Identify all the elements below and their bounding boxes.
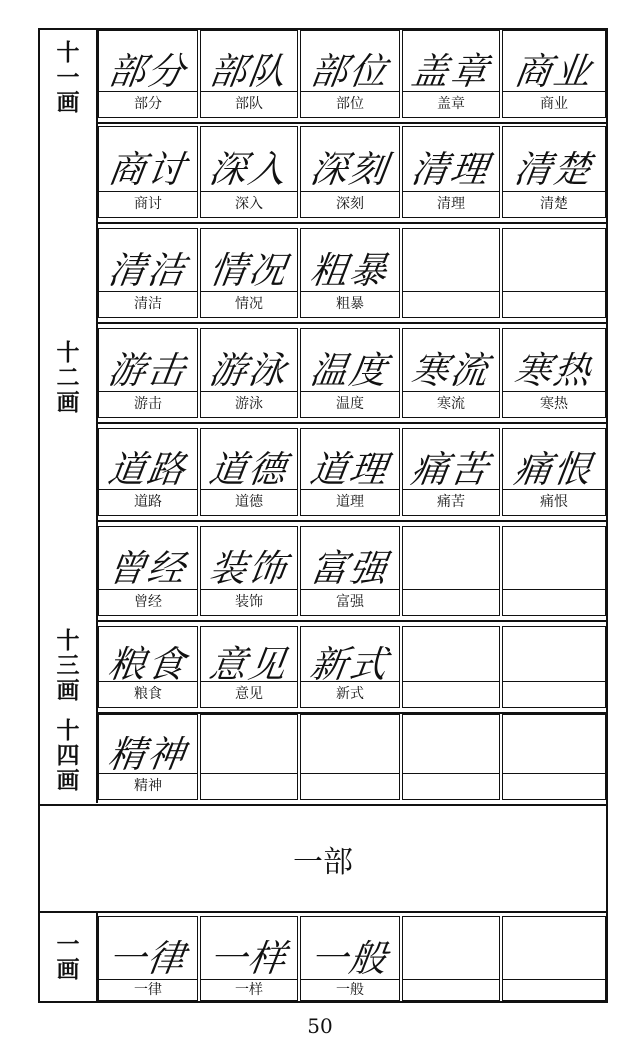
word-cell xyxy=(402,30,500,118)
printed-word: 道德 xyxy=(235,494,263,510)
word-cell xyxy=(200,626,298,708)
printed-word: 盖章 xyxy=(437,96,465,112)
word-cell xyxy=(502,714,606,800)
printed-word: 情况 xyxy=(235,296,263,312)
row-separator xyxy=(98,222,606,224)
handwritten-word: 深入 xyxy=(206,147,291,191)
printed-word: 意见 xyxy=(235,686,263,702)
word-cell xyxy=(300,228,400,318)
printed-word: 曾经 xyxy=(134,594,162,610)
printed-word: 新式 xyxy=(336,686,364,702)
word-cell xyxy=(300,30,400,118)
handwritten-word: 部分 xyxy=(105,49,190,93)
printed-word: 粗暴 xyxy=(336,296,364,312)
word-cell xyxy=(502,916,606,1001)
printed-word: 清理 xyxy=(437,196,465,212)
handwritten-word: 新式 xyxy=(307,642,392,686)
stroke-label-14: 十 四 画 xyxy=(56,717,80,794)
printed-word xyxy=(201,774,297,799)
handwritten-word: 道理 xyxy=(307,447,392,491)
printed-word: 清楚 xyxy=(540,196,568,212)
word-cell xyxy=(402,428,500,516)
printed-word: 富强 xyxy=(336,594,364,610)
printed-word: 商讨 xyxy=(134,196,162,212)
printed-word: 寒流 xyxy=(437,396,465,412)
handwritten-word: 清楚 xyxy=(511,147,596,191)
stroke-label-13: 十 三 画 xyxy=(56,627,80,704)
printed-word: 游击 xyxy=(134,396,162,412)
row-separator xyxy=(98,122,606,124)
word-cell xyxy=(200,328,298,418)
handwritten-word: 一律 xyxy=(105,936,190,980)
row-separator xyxy=(98,322,606,324)
handwritten-word: 部位 xyxy=(307,49,392,93)
printed-word: 精神 xyxy=(134,778,162,794)
printed-word xyxy=(403,590,499,615)
word-cell xyxy=(200,30,298,118)
word-cell xyxy=(402,328,500,418)
word-cell xyxy=(98,714,198,800)
printed-word: 痛恨 xyxy=(540,494,568,510)
word-cell xyxy=(98,328,198,418)
handwritten-word: 清理 xyxy=(408,147,493,191)
printed-word xyxy=(503,590,605,615)
handwritten-word: 装饰 xyxy=(206,546,291,590)
handwritten-word: 情况 xyxy=(206,248,291,292)
stroke-label-11: 十 一 画 xyxy=(56,39,80,116)
handwritten-word: 精神 xyxy=(105,732,190,776)
word-cell xyxy=(98,30,198,118)
word-cell xyxy=(402,714,500,800)
handwritten-word: 痛苦 xyxy=(408,447,493,491)
printed-word: 温度 xyxy=(336,396,364,412)
printed-word xyxy=(403,292,499,317)
printed-word: 寒热 xyxy=(540,396,568,412)
word-cell xyxy=(502,328,606,418)
word-cell xyxy=(200,428,298,516)
handwritten-word: 一样 xyxy=(206,936,291,980)
word-cell xyxy=(402,526,500,616)
printed-word: 装饰 xyxy=(235,594,263,610)
printed-word: 道理 xyxy=(336,494,364,510)
word-cell xyxy=(300,916,400,1001)
handwritten-word: 温度 xyxy=(307,348,392,392)
handwritten-word: 清洁 xyxy=(105,248,190,292)
word-cell xyxy=(200,916,298,1001)
printed-word: 游泳 xyxy=(235,396,263,412)
handwritten-word: 曾经 xyxy=(105,546,190,590)
handwritten-word: 商业 xyxy=(511,49,596,93)
printed-word: 清洁 xyxy=(134,296,162,312)
handwritten-word: 部队 xyxy=(206,49,291,93)
word-cell xyxy=(300,526,400,616)
handwritten-word: 意见 xyxy=(206,642,291,686)
word-cell xyxy=(300,328,400,418)
handwritten-word: 游击 xyxy=(105,348,190,392)
stroke-label-1: 一 画 xyxy=(56,931,80,983)
printed-word xyxy=(403,774,499,799)
handwritten-word: 痛恨 xyxy=(511,447,596,491)
page-number: 50 xyxy=(307,1014,333,1038)
word-cell xyxy=(200,126,298,218)
word-cell xyxy=(502,526,606,616)
word-cell xyxy=(200,714,298,800)
printed-word xyxy=(403,682,499,707)
printed-word: 一律 xyxy=(134,982,162,998)
printed-word xyxy=(503,292,605,317)
printed-word: 深刻 xyxy=(336,196,364,212)
section-title: 一部 xyxy=(293,844,353,880)
word-cell xyxy=(402,916,500,1001)
handwritten-word: 商讨 xyxy=(105,147,190,191)
word-cell xyxy=(502,626,606,708)
handwritten-word: 寒流 xyxy=(408,348,493,392)
row-separator xyxy=(98,620,606,622)
printed-word: 部队 xyxy=(235,96,263,112)
word-cell xyxy=(98,126,198,218)
printed-word: 商业 xyxy=(540,96,568,112)
word-cell xyxy=(300,714,400,800)
word-cell xyxy=(502,126,606,218)
printed-word: 痛苦 xyxy=(437,494,465,510)
printed-word xyxy=(503,774,605,799)
word-cell xyxy=(402,228,500,318)
word-cell xyxy=(502,228,606,318)
handwritten-word: 深刻 xyxy=(307,147,392,191)
printed-word: 部位 xyxy=(336,96,364,112)
handwritten-word: 粗暴 xyxy=(307,248,392,292)
printed-word: 部分 xyxy=(134,96,162,112)
section-divider-bottom xyxy=(38,911,608,913)
printed-word: 一般 xyxy=(336,982,364,998)
word-cell xyxy=(300,428,400,516)
row-separator xyxy=(98,422,606,424)
handwritten-word: 寒热 xyxy=(511,348,596,392)
word-cell xyxy=(98,526,198,616)
word-cell xyxy=(98,228,198,318)
stroke-label-12: 十 二 画 xyxy=(56,339,80,416)
handwritten-word: 道德 xyxy=(206,447,291,491)
word-cell xyxy=(502,30,606,118)
printed-word: 深入 xyxy=(235,196,263,212)
printed-word xyxy=(503,980,605,1000)
printed-word xyxy=(503,682,605,707)
word-cell xyxy=(402,126,500,218)
word-cell xyxy=(502,428,606,516)
handwritten-word: 盖章 xyxy=(408,49,493,93)
word-cell xyxy=(200,526,298,616)
printed-word: 一样 xyxy=(235,982,263,998)
word-cell xyxy=(200,228,298,318)
handwritten-word: 一般 xyxy=(307,936,392,980)
handwritten-word: 游泳 xyxy=(206,348,291,392)
row-separator xyxy=(98,520,606,522)
word-cell xyxy=(98,428,198,516)
printed-word xyxy=(301,774,399,799)
handwritten-word: 富强 xyxy=(307,546,392,590)
printed-word: 粮食 xyxy=(134,686,162,702)
word-cell xyxy=(98,626,198,708)
handwritten-word: 粮食 xyxy=(105,642,190,686)
printed-word xyxy=(403,980,499,1000)
printed-word: 道路 xyxy=(134,494,162,510)
word-cell xyxy=(402,626,500,708)
word-cell xyxy=(300,126,400,218)
word-cell xyxy=(300,626,400,708)
handwritten-word: 道路 xyxy=(105,447,190,491)
word-cell xyxy=(98,916,198,1001)
